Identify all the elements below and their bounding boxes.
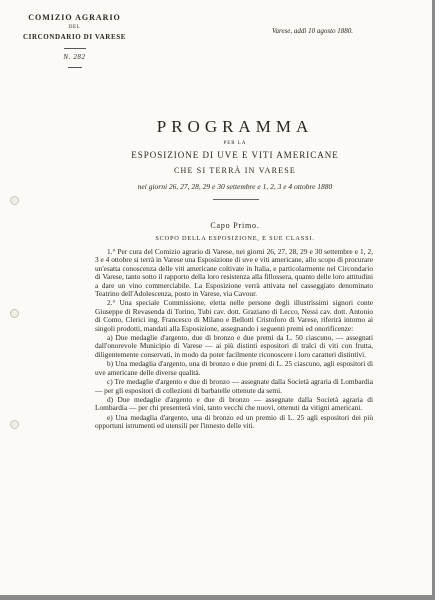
dateline: Varese, addì 10 agosto 1880. [272,27,354,35]
chapter-subheading: SCOPO DELLA ESPOSIZIONE, E SUE CLASSI. [155,235,315,242]
exposition-days: nei giorni 26, 27, 28, 29 e 30 settembre e 1, 2, 3 e 4 ottobre 1880 [137,182,333,191]
title-separator [213,199,259,200]
scan-edge-bottom [0,595,435,600]
letterhead [12,13,137,68]
paragraph-a: a) Due medaglie d'argento, due di bronzo e due premi da L. 50 ciascuno, — assegnati dall'onorevole Municipio di Varese — ai più distinti espositori di tralci di viti con frutta, diligentemente conservati, in modo da poter facilmente riconoscere i loro caratteri distintivi. [95,333,373,359]
document-number: N. 282 [63,53,86,61]
body-text [95,248,373,431]
paragraph-b: b) Una medaglia d'argento, una di bronzo e due premi di L. 25 ciascuno, agli espositori di uve americane delle diverse qualità. [95,359,373,377]
letterhead-rule-short [68,67,82,68]
letterhead-org: COMIZIO AGRARIO [28,13,121,22]
letterhead-del: DEL [68,25,81,30]
paragraph-d: d) Due medaglie d'argento e due di bronzo — assegnate dalla Società agraria di Lombardia — per chi presenterà vini, tanto vecchi che nuovi, ottenuti da vitigni americani. [95,394,373,413]
letterhead-district: CIRCONDARIO DI VARESE [23,33,126,41]
paragraph-e: e) Una medaglia d'argento, una di bronzo ed un premio di L. 25 agli espositori dei più opportuni istrumenti ed utensili per l'innesto delle viti. [95,412,373,431]
paragraph-1: 1.° Per cura del Comizio agrario di Varese, nei giorni 26, 27, 28, 29 e 30 settembre e 1, 2, 3 e 4 ottobre si terrà in Varese una Esposizione di uve e viti americane, allo scopo di procurare un'esatta conoscenza delle viti americane coltivate in Italia, e particolarmente nel Circondario di Varese, tanto sotto il rapporto della loro resistenza alla fillossera, quanto delle loro attitudini a dare un vino commerciabile. La Esposizione verrà attivata nel casseggiato denominato Teatrino dell'Adolescenza, posto in Varese, via Cavour. [95,247,373,299]
paragraph-c: c) Tre medaglie d'argento e due di bronzo — assegnate dalla Società agraria di Lombardia — per gli espositori di collezioni di barbatelle ottenute da semi. [95,377,373,395]
punch-hole [10,196,19,205]
title-per: PER LA [223,141,247,146]
exposition-title: ESPOSIZIONE DI UVE E VITI AMERICANE [131,150,339,160]
letterhead-rule [64,48,86,49]
chapter-heading: Capo Primo. [210,221,260,230]
paragraph-2: 2.° Una speciale Commissione, eletta nelle persone degli illustrissimi signori conte Giuseppe di Revasenda di Torino, Tubi cav. dott. Graziano di Lecco, Nessi cav. dott. Antonio di Como, Clerici ing. Francesco di Milano e Bellotti Cristoforo di Varese, riferirà intorno ai singoli prodotti, mandati alla Esposizione, assegnando i seguenti premi ed onorificenze: [95,298,373,333]
punch-hole [10,309,19,318]
exposition-location: CHE SI TERRÀ IN VARESE [174,166,296,175]
document-title: PROGRAMMA [156,117,314,136]
punch-hole [10,420,19,429]
